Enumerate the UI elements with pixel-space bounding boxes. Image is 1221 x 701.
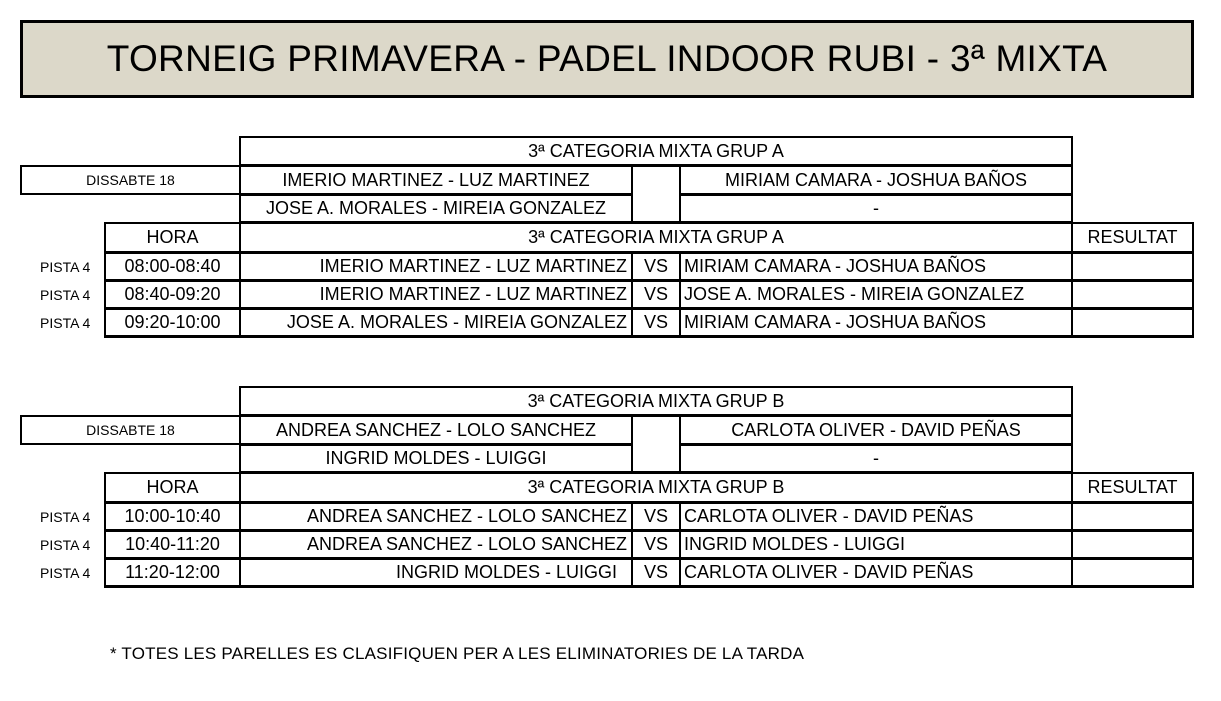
match-away-pair: MIRIAM CAMARA - JOSHUA BAÑOS bbox=[679, 308, 1073, 338]
group-a-category-header: 3ª CATEGORIA MIXTA GRUP A bbox=[239, 222, 1073, 253]
group-b-pair-2: CARLOTA OLIVER - DAVID PEÑAS bbox=[679, 415, 1073, 445]
match-vs: VS bbox=[631, 280, 681, 309]
court-label: PISTA 4 bbox=[40, 258, 91, 275]
match-time: 10:40-11:20 bbox=[104, 530, 241, 559]
match-vs: VS bbox=[631, 308, 681, 338]
group-a-pairs-spacer bbox=[631, 165, 681, 223]
court-label: PISTA 4 bbox=[40, 564, 91, 581]
match-home-pair: ANDREA SANCHEZ - LOLO SANCHEZ bbox=[239, 502, 633, 531]
group-a-pair-4: - bbox=[679, 194, 1073, 223]
match-home-pair: IMERIO MARTINEZ - LUZ MARTINEZ bbox=[239, 252, 633, 281]
match-away-pair: CARLOTA OLIVER - DAVID PEÑAS bbox=[679, 502, 1073, 531]
match-result[interactable] bbox=[1071, 252, 1194, 281]
group-a-hora-header: HORA bbox=[104, 222, 241, 253]
match-result[interactable] bbox=[1071, 558, 1194, 588]
court-label: PISTA 4 bbox=[40, 508, 91, 525]
group-b-pair-1: ANDREA SANCHEZ - LOLO SANCHEZ bbox=[239, 415, 633, 445]
group-a-pair-3: JOSE A. MORALES - MIREIA GONZALEZ bbox=[239, 194, 633, 223]
match-home-pair: ANDREA SANCHEZ - LOLO SANCHEZ bbox=[239, 530, 633, 559]
group-b-pair-3: INGRID MOLDES - LUIGGI bbox=[239, 444, 633, 473]
footnote: * TOTES LES PARELLES ES CLASIFIQUEN PER A LES ELIMINATORIES DE LA TARDA bbox=[110, 644, 805, 663]
page-title: TORNEIG PRIMAVERA - PADEL INDOOR RUBI - 3ª MIXTA bbox=[20, 20, 1194, 98]
match-vs: VS bbox=[631, 502, 681, 531]
match-result[interactable] bbox=[1071, 530, 1194, 559]
court-label: PISTA 4 bbox=[40, 286, 91, 303]
match-vs: VS bbox=[631, 252, 681, 281]
group-b-header: 3ª CATEGORIA MIXTA GRUP B bbox=[239, 386, 1073, 416]
group-a-header: 3ª CATEGORIA MIXTA GRUP A bbox=[239, 136, 1073, 166]
group-b-result-header: RESULTAT bbox=[1071, 472, 1194, 503]
match-home-pair: INGRID MOLDES - LUIGGI bbox=[239, 558, 633, 588]
match-away-pair: CARLOTA OLIVER - DAVID PEÑAS bbox=[679, 558, 1073, 588]
match-home-pair: IMERIO MARTINEZ - LUZ MARTINEZ bbox=[239, 280, 633, 309]
match-time: 10:00-10:40 bbox=[104, 502, 241, 531]
match-time: 09:20-10:00 bbox=[104, 308, 241, 338]
group-a-pair-1: IMERIO MARTINEZ - LUZ MARTINEZ bbox=[239, 165, 633, 195]
match-time: 08:00-08:40 bbox=[104, 252, 241, 281]
match-vs: VS bbox=[631, 530, 681, 559]
match-result[interactable] bbox=[1071, 280, 1194, 309]
group-a-pair-2: MIRIAM CAMARA - JOSHUA BAÑOS bbox=[679, 165, 1073, 195]
match-home-pair: JOSE A. MORALES - MIREIA GONZALEZ bbox=[239, 308, 633, 338]
group-b-pair-4: - bbox=[679, 444, 1073, 473]
group-b-day: DISSABTE 18 bbox=[20, 415, 241, 445]
group-b-hora-header: HORA bbox=[104, 472, 241, 503]
match-time: 11:20-12:00 bbox=[104, 558, 241, 588]
match-result[interactable] bbox=[1071, 502, 1194, 531]
group-b-pairs-spacer bbox=[631, 415, 681, 473]
match-result[interactable] bbox=[1071, 308, 1194, 338]
court-label: PISTA 4 bbox=[40, 536, 91, 553]
match-away-pair: JOSE A. MORALES - MIREIA GONZALEZ bbox=[679, 280, 1073, 309]
court-label: PISTA 4 bbox=[40, 314, 91, 331]
group-a-day: DISSABTE 18 bbox=[20, 165, 241, 195]
match-away-pair: INGRID MOLDES - LUIGGI bbox=[679, 530, 1073, 559]
match-away-pair: MIRIAM CAMARA - JOSHUA BAÑOS bbox=[679, 252, 1073, 281]
match-vs: VS bbox=[631, 558, 681, 588]
group-a-result-header: RESULTAT bbox=[1071, 222, 1194, 253]
match-time: 08:40-09:20 bbox=[104, 280, 241, 309]
group-b-category-header: 3ª CATEGORIA MIXTA GRUP B bbox=[239, 472, 1073, 503]
